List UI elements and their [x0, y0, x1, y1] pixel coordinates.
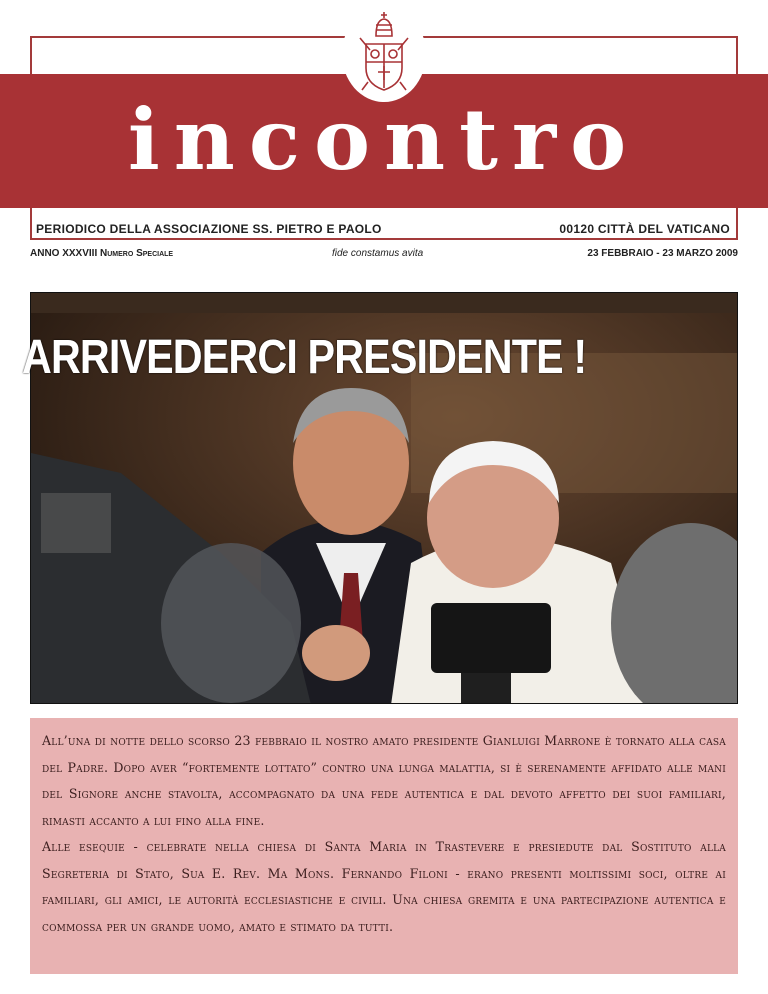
papal-coat-of-arms [342, 6, 426, 102]
magazine-title: incontro [127, 90, 641, 189]
cover-headline: ARRIVEDERCI PRESIDENTE ! [22, 331, 587, 384]
issue-type: Numero Speciale [100, 248, 174, 259]
motto: fide constamus avita [332, 248, 424, 259]
publisher-line: PERIODICO DELLA ASSOCIAZIONE SS. PIETRO E PAOLO [36, 222, 382, 236]
article-paragraph-1: All’una di notte dello scorso 23 febbraio il nostro amato presidente Gianluigi Marrone è tornato alla casa del Padre. Dopo aver “fortemente lottato” contro una lunga malattia, si è serenamente affidato alle mani del Signore anche stavolta, accompagnato da una fede autentica e dal devoto affetto dei suoi familiari, rimasti accanto a lui fino alla fine. [42, 733, 726, 828]
article-box [30, 718, 738, 974]
article-paragraph-2: Alle esequie - celebrate nella chiesa di Santa Maria in Trastevere e presiedute dal Sostituto alla Segreteria di Stato, Sua E. Rev. Ma Mons. Fernando Filoni - erano presenti moltissimi soci, oltre ai familiari, gli amici, le autorità ecclesiastiche e civili. Una chiesa gremita e una partecipazione autentica e commossa per un grande uomo, amato e stimato da tutti. [42, 839, 726, 934]
location-line: 00120 CITTÀ DEL VATICANO [559, 222, 730, 236]
issue-info [30, 248, 173, 259]
issue-date: 23 FEBBRAIO - 23 MARZO 2009 [587, 248, 738, 259]
issue-year: ANNO XXXVIII [30, 248, 98, 259]
